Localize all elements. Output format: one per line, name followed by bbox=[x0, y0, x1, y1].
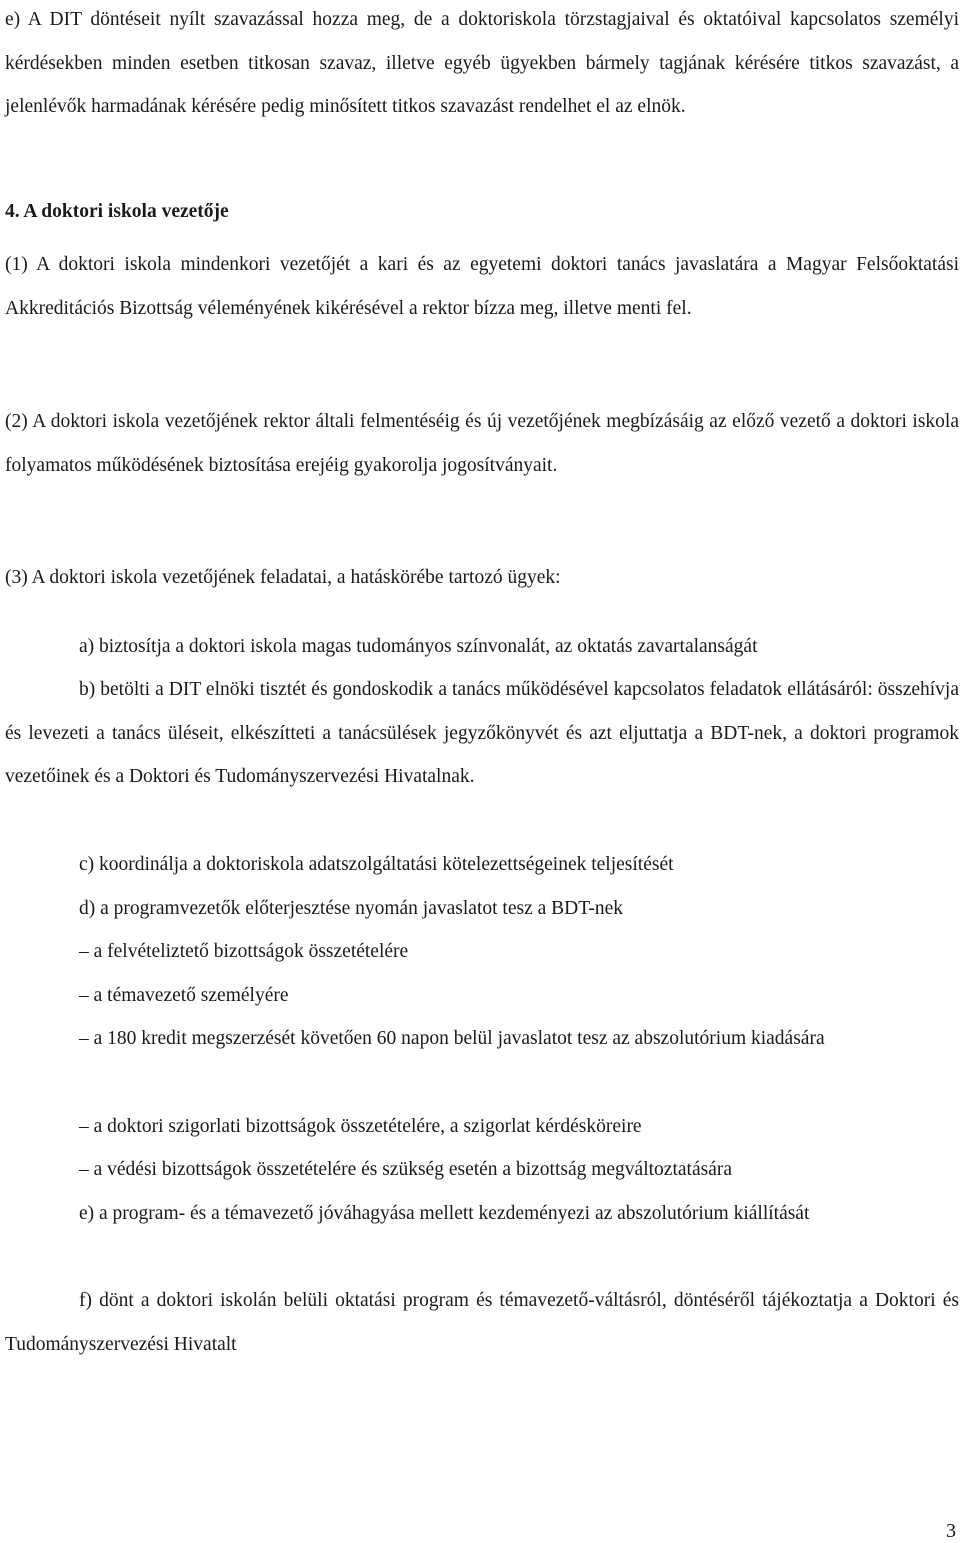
list-item-f: f) dönt a doktori iskolán belüli oktatási program és témavezető-váltásról, döntéséről tájékoztatja a Doktori és Tudományszervezési Hivatalt bbox=[5, 1290, 959, 1355]
dash-item-2: – a témavezető személyére bbox=[79, 985, 289, 1006]
paragraph-3: (3) A doktori iskola vezetőjének feladatai, a hatáskörébe tartozó ügyek: bbox=[5, 567, 561, 588]
list-item-e: e) a program- és a témavezető jóváhagyása mellett kezdeményezi az abszolutórium kiállítását bbox=[79, 1203, 810, 1224]
paragraph-1: (1) A doktori iskola mindenkori vezetőjét a kari és az egyetemi doktori tanács javaslatára a Magyar Felsőoktatási Akkreditációs Bizottság véleményének kikérésével a rektor bízza meg, illetve menti fel. bbox=[5, 254, 959, 319]
list-item-d: d) a programvezetők előterjesztése nyomán javaslatot tesz a BDT-nek bbox=[79, 898, 623, 919]
dash-item-5: – a védési bizottságok összetételére és szükség esetén a bizottság megváltoztatására bbox=[79, 1159, 732, 1180]
list-item-a: a) biztosítja a doktori iskola magas tudományos színvonalát, az oktatás zavartalanságát bbox=[79, 636, 758, 657]
paragraph-2: (2) A doktori iskola vezetőjének rektor általi felmentéséig és új vezetőjének megbízásáig az előző vezető a doktori iskola folyamatos működésének biztosítása erejéig gyakorolja jogosítványait. bbox=[5, 411, 959, 476]
list-item-b: b) betölti a DIT elnöki tisztét és gondoskodik a tanács működésével kapcsolatos feladatok ellátásáról: összehívja és levezeti a tanács üléseit, elkészítteti a tanácsülések jegyzőkönyvét és azt eljuttatja a BDT-nek, a doktori programok vezetőinek és a Doktori és Tudományszervezési Hivatalnak. bbox=[5, 679, 959, 788]
page-number: 3 bbox=[946, 1520, 956, 1542]
dash-item-4: – a doktori szigorlati bizottságok összetételére, a szigorlat kérdésköreire bbox=[79, 1116, 642, 1137]
list-item-c: c) koordinálja a doktoriskola adatszolgáltatási kötelezettségeinek teljesítését bbox=[79, 854, 674, 875]
dash-item-3: – a 180 kredit megszerzését követően 60 napon belül javaslatot tesz az abszolutórium kiadására bbox=[79, 1028, 825, 1049]
section-heading: 4. A doktori iskola vezetője bbox=[5, 201, 229, 222]
dash-item-1: – a felvételiztető bizottságok összetételére bbox=[79, 941, 409, 962]
intro-paragraph: e) A DIT döntéseit nyílt szavazással hozza meg, de a doktoriskola törzstagjaival és oktatóival kapcsolatos személyi kérdésekben minden esetben titkosan szavaz, illetve egyéb ügyekben bármely tagjának kérésére titkos szavazást, a jelenlévők harmadának kérésére pedig minősített titkos szavazást rendelhet el az elnök. bbox=[5, 9, 959, 118]
